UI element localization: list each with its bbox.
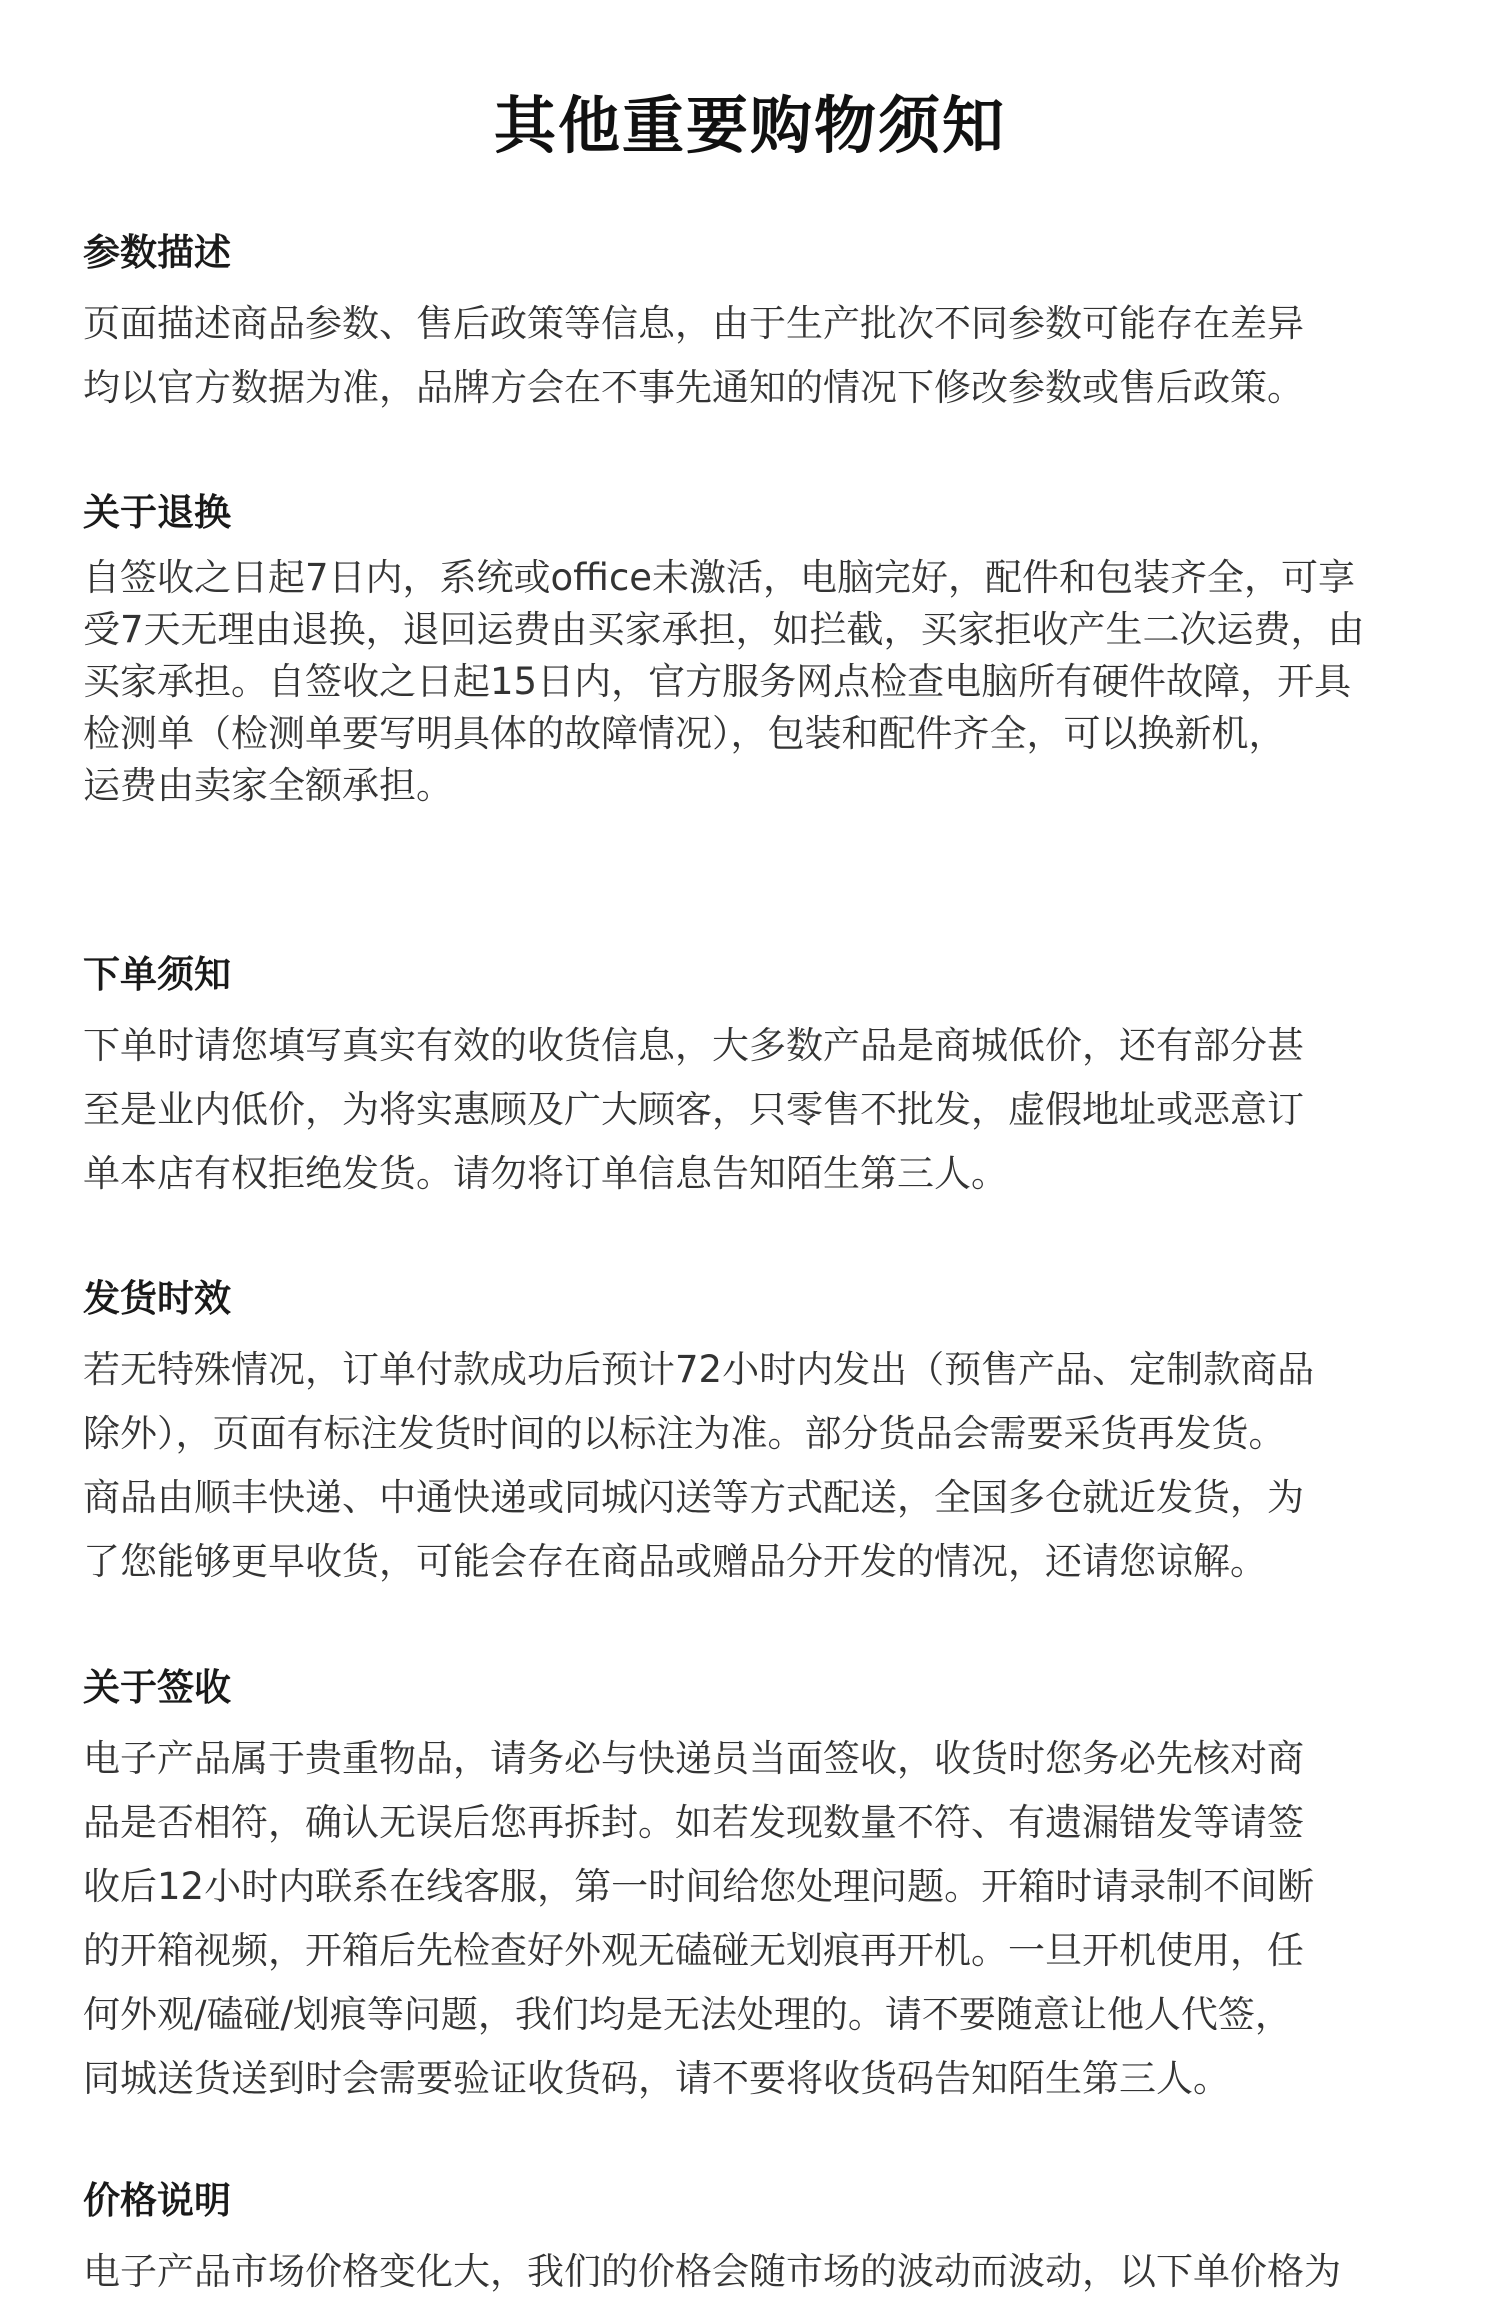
- section-heading: 关于退换: [83, 491, 231, 534]
- paragraph-line: 收后12小时内联系在线客服，第一时间给您处理问题。开箱时请录制不间断: [83, 1865, 1315, 1908]
- section-parameter-description: [83, 228, 1453, 420]
- section-paragraph: [83, 292, 1453, 420]
- paragraph-line: 电子产品市场价格变化大，我们的价格会随市场的波动而波动，以下单价格为: [83, 2250, 1341, 2293]
- paragraph-line: 检测单（检测单要写明具体的故障情况），包装和配件齐全，可以换新机，: [83, 712, 1286, 755]
- paragraph-line: 运费由卖家全额承担。: [83, 764, 453, 807]
- section-heading: 关于签收: [83, 1666, 231, 1709]
- paragraph-line: 电子产品属于贵重物品，请务必与快递员当面签收，收货时您务必先核对商: [83, 1737, 1304, 1780]
- section-shipping-time: [83, 1274, 1453, 1594]
- paragraph-line: 均以官方数据为准，品牌方会在不事先通知的情况下修改参数或售后政策。: [83, 366, 1304, 409]
- paragraph-line: 同城送货送到时会需要验证收货码，请不要将收货码告知陌生第三人。: [83, 2057, 1230, 2100]
- section-paragraph: [83, 1338, 1453, 1594]
- section-paragraph: [83, 1727, 1453, 2111]
- paragraph-line: 何外观/磕碰/划痕等问题，我们均是无法处理的。请不要随意让他人代签，: [83, 1993, 1292, 2036]
- section-heading: 参数描述: [83, 231, 231, 274]
- section-paragraph: [83, 1014, 1453, 1206]
- section-paragraph: [83, 2240, 1453, 2304]
- section-heading: 下单须知: [83, 953, 231, 996]
- paragraph-line: 页面描述商品参数、售后政策等信息，由于生产批次不同参数可能存在差异: [83, 302, 1304, 345]
- paragraph-line: 商品由顺丰快递、中通快递或同城闪送等方式配送，全国多仓就近发货，为: [83, 1476, 1304, 1519]
- paragraph-line: 除外），页面有标注发货时间的以标注为准。部分货品会需要采货再发货。: [83, 1412, 1286, 1455]
- section-heading: 价格说明: [83, 2179, 231, 2222]
- paragraph-line: 品是否相符，确认无误后您再拆封。如若发现数量不符、有遗漏错发等请签: [83, 1801, 1304, 1844]
- paragraph-line: 的开箱视频，开箱后先检查好外观无磕碰无划痕再开机。一旦开机使用，任: [83, 1929, 1304, 1972]
- section-paragraph: [83, 552, 1453, 812]
- paragraph-line: 下单时请您填写真实有效的收货信息，大多数产品是商城低价，还有部分甚: [83, 1024, 1304, 1067]
- paragraph-line: 了您能够更早收货，可能会存在商品或赠品分开发的情况，还请您谅解。: [83, 1540, 1267, 1583]
- paragraph-line: 若无特殊情况，订单付款成功后预计72小时内发出（预售产品、定制款商品: [83, 1348, 1315, 1391]
- paragraph-line: 买家承担。自签收之日起15日内，官方服务网点检查电脑所有硬件故障，开具: [83, 660, 1352, 703]
- section-returns-exchanges: [83, 488, 1453, 812]
- page-title: 其他重要购物须知: [493, 89, 1006, 162]
- section-receipt-signing: [83, 1663, 1453, 2111]
- section-ordering-notice: [83, 950, 1453, 1206]
- section-heading: 发货时效: [83, 1277, 231, 1320]
- paragraph-line: 自签收之日起7日内，系统或office未激活，电脑完好，配件和包装齐全，可享: [83, 556, 1356, 599]
- paragraph-line: 受7天无理由退换，退回运费由买家承担，如拦截，买家拒收产生二次运费，由: [83, 608, 1365, 651]
- section-price-explanation: [83, 2176, 1453, 2304]
- paragraph-line: 至是业内低价，为将实惠顾及广大顾客，只零售不批发，虚假地址或恶意订: [83, 1088, 1304, 1131]
- paragraph-line: 单本店有权拒绝发货。请勿将订单信息告知陌生第三人。: [83, 1152, 1008, 1195]
